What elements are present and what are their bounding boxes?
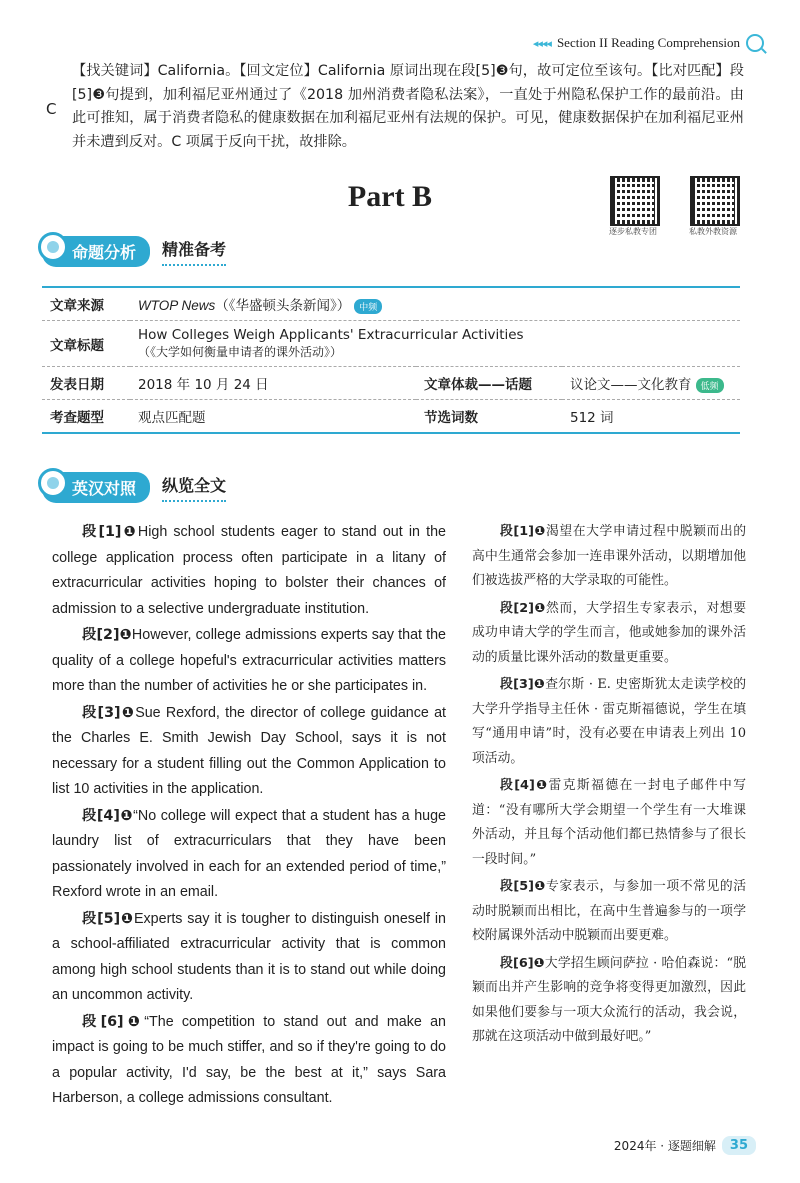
english-paragraph: 段[3]❶Sue Rexford, the director of college guidance at the Charles E. Smith Jewish Day School, says it is not necessary for a student filling out the Common Application to list 10 activities in the application. bbox=[52, 704, 446, 797]
title-label: 文章标题 bbox=[50, 337, 104, 354]
section-subtitle: 纵览全文 bbox=[162, 473, 226, 502]
qr-label-left: 逐步私教专团 bbox=[609, 227, 657, 236]
section-title-bilingual bbox=[42, 472, 226, 503]
english-paragraph: 段[4]❶“No college will expect that a student has a huge laundry list of extracurriculars that they have been passionately involved in each for an extended period of time,” Rexford wrote in an email. bbox=[52, 807, 446, 900]
date-value: 2018 年 10 月 24 日 bbox=[138, 377, 269, 393]
chinese-paragraph: 段[1]❶渴望在大学申请过程中脱颖而出的高中生通常会参加一连串课外活动，以期增加他们被选拔严格的大学录取的可能性。 bbox=[472, 524, 747, 588]
section-label: Section II Reading Comprehension bbox=[556, 35, 740, 50]
words-label: 节选词数 bbox=[424, 410, 478, 426]
page-footer bbox=[614, 1136, 756, 1155]
answer-letter: C bbox=[46, 100, 57, 118]
type-label: 考查题型 bbox=[50, 410, 104, 426]
genre-badge: 低频 bbox=[696, 378, 724, 393]
qr-code-left[interactable] bbox=[610, 176, 660, 226]
section-title-analysis bbox=[42, 236, 226, 267]
footer-label: 2024年 · 逐题细解 bbox=[613, 1139, 716, 1153]
frequency-badge: 中频 bbox=[354, 299, 382, 314]
section-pill: 命题分析 bbox=[42, 236, 150, 267]
page-number: 35 bbox=[722, 1136, 756, 1155]
english-paragraph: 段[6]❶“The competition to stand out and make an impact is going to be much stiffer, and so if they're going to do a popular activity, I'd say, be the best at it,” says Sara Harberson, a college admissions consultant. bbox=[52, 1013, 446, 1106]
english-paragraph: 段[1]❶High school students eager to stand out in the college application process often participate in a litany of extracurricular activities hoping to bolster their chances of admission to a selective undergraduate institution. bbox=[52, 524, 446, 617]
source-value: WTOP News bbox=[138, 298, 216, 313]
source-cn: （《华盛顿头条新闻》） bbox=[215, 298, 351, 314]
type-value: 观点匹配题 bbox=[138, 410, 206, 426]
title-cn: （《大学如何衡量申请者的课外活动》） bbox=[138, 345, 343, 359]
title-en: How Colleges Weigh Applicants' Extracurricular Activities bbox=[138, 327, 524, 343]
qr-label-right: 私教外教资源 bbox=[689, 227, 737, 236]
magnifier-icon bbox=[38, 468, 68, 498]
genre-label: 文章体裁——话题 bbox=[424, 377, 532, 393]
magnifier-icon bbox=[38, 232, 68, 262]
search-icon bbox=[746, 34, 764, 52]
english-paragraph: 段[5]❶Experts say it is tougher to distinguish oneself in a school-affiliated extracurricular activity that is common among high school students than it is to stand out while doing an uncommon activity. bbox=[52, 910, 446, 1003]
arrows-icon: ◂◂◂◂ bbox=[532, 37, 551, 50]
section-pill: 英汉对照 bbox=[42, 472, 150, 503]
chinese-paragraph: 段[4]❶雷克斯福德在一封电子邮件中写道：“没有哪所大学会期望一个学生有一大堆课外活动，并且每个活动他们都已热情参与了很长一段时间。” bbox=[472, 778, 747, 867]
date-label: 发表日期 bbox=[50, 377, 104, 393]
english-paragraph: 段[2]❶However, college admissions experts say that the quality of a college hopeful's extracurricular activities matters more than the number of activities he or she participates in. bbox=[52, 627, 447, 694]
source-label: 文章来源 bbox=[50, 298, 104, 314]
chinese-paragraph: 段[2]❶然而，大学招生专家表示，对想要成功申请大学的学生而言，他或她参加的课外活动的质量比课外活动的数量更重要。 bbox=[472, 600, 747, 665]
words-value: 512 词 bbox=[570, 410, 614, 426]
chinese-column bbox=[472, 520, 746, 1053]
qr-code-right[interactable] bbox=[690, 176, 740, 226]
english-column bbox=[52, 520, 446, 1113]
part-title: Part B bbox=[347, 180, 433, 213]
answer-explanation: 【找关键词】California。【回文定位】California 原词出现在段[5]❸句，故可定位至该句。【比对匹配】段[5]❸句提到，加利福尼亚州通过了《2018 加州消费者隐私法案》，一直处于州隐私保护工作的最前沿。由此可推知，属于消费者隐私的健康数据在加利福尼亚州有法规的保护。可见，健康数据保护在加利福尼亚州并未遭到反对。C 项属于反向干扰，故排除。 bbox=[72, 63, 744, 150]
chinese-paragraph: 段[3]❶查尔斯 · E. 史密斯犹太走读学校的大学升学指导主任休 · 雷克斯福德说，学生在填写“通用申请”时，没有必要在申请表上列出 10 项活动。 bbox=[472, 677, 746, 766]
genre-value: 议论文——文化教育 bbox=[570, 377, 692, 393]
section-subtitle: 精准备考 bbox=[162, 237, 226, 266]
section-header bbox=[533, 34, 764, 52]
article-info-table bbox=[42, 286, 740, 434]
chinese-paragraph: 段[5]❶专家表示，与参加一项不常见的活动时脱颖而出相比，在高中生普遍参与的一项学校附属课外活动中脱颖而出要更难。 bbox=[472, 879, 747, 943]
chinese-paragraph: 段[6]❶大学招生顾问萨拉 · 哈伯森说：“脱颖而出并产生影响的竞争将变得更加激烈，因此如果他们要参与一项大众流行的活动，我会说，那就在这项活动中做到最好吧。” bbox=[472, 955, 746, 1044]
